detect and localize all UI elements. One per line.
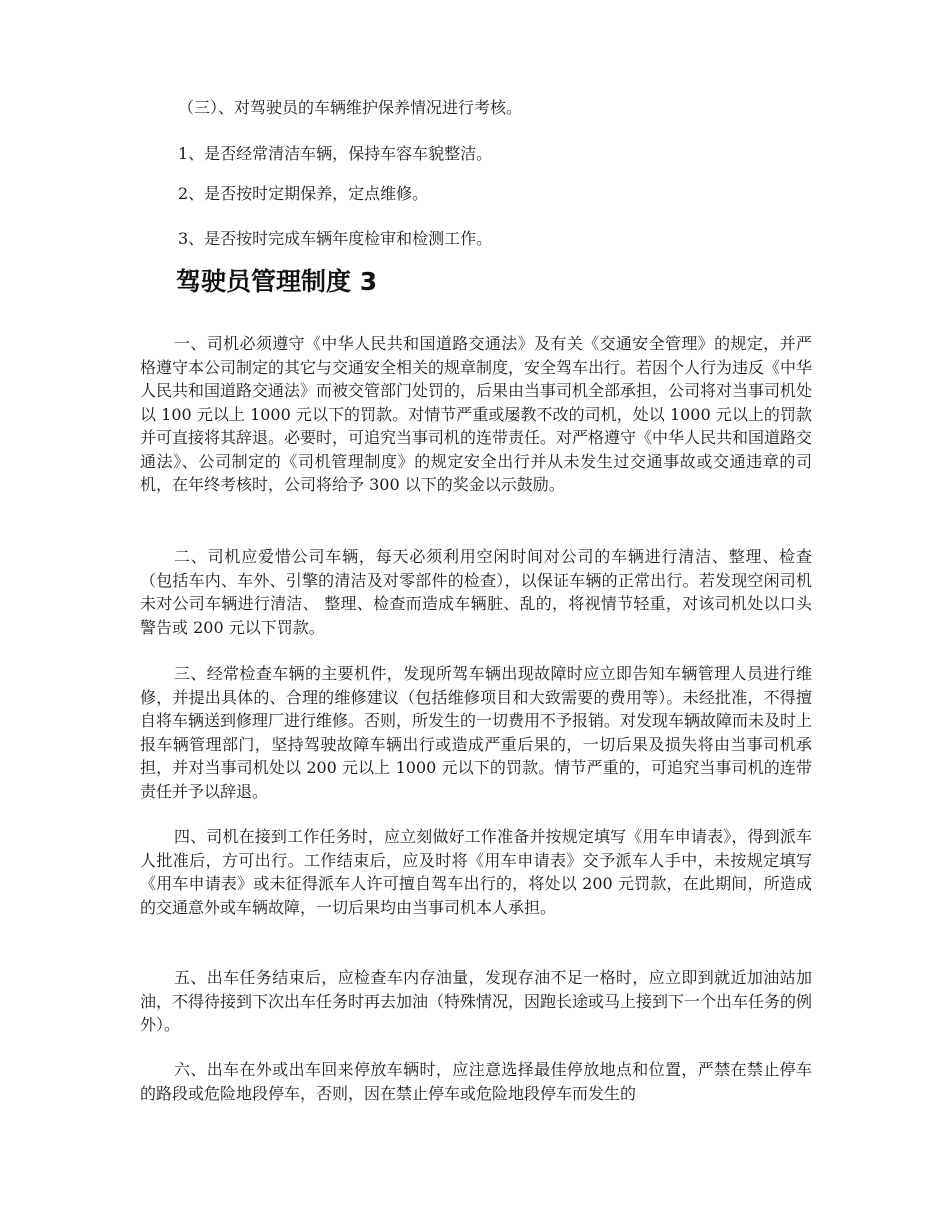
section-three-title: （三）、对驾驶员的车辆维护保养情况进行考核。	[178, 98, 523, 117]
check-item-3: 3、是否按时完成车辆年度检审和检测工作。	[178, 229, 493, 248]
check-item-1: 1、是否经常清洁车辆，保持车容车貌整洁。	[178, 144, 493, 163]
paragraph-3: 三、经常检查车辆的主要机件，发现所驾车辆出现故障时应立即告知车辆管理人员进行维修，并提出具体的、合理的维修建议（包括维修项目和大致需要的费用等）。未经批准，不得擅自将车辆送到修理厂进行维修。否则，所发生的一切费用不予报销。对发现车辆故障而未及时上报车辆管理部门，坚持驾驶故障车辆出行或造成严重后果的，一切后果及损失将由当事司机承担，并对当事司机处以 200 元以上 1000 元以下的罚款。情节严重的，可追究当事司机的连带责任并予以辞退。	[140, 664, 813, 801]
paragraph-4: 四、司机在接到工作任务时，应立刻做好工作准备并按规定填写《用车申请表》，得到派车人批准后，方可出行。工作结束后，应及时将《用车申请表》交予派车人手中，未按规定填写《用车申请表》或未征得派车人许可擅自驾车出行的，将处以 200 元罚款，在此期间，所造成的交通意外或车辆故障，一切后果均由当事司机本人承担。	[140, 827, 812, 917]
paragraph-6: 六、出车在外或出车回来停放车辆时，应注意选择最佳停放地点和位置，严禁在禁止停车的路段或危险地段停车，否则，因在禁止停车或危险地段停车而发生的	[140, 1060, 812, 1103]
paragraph-1: 一、司机必须遵守《中华人民共和国道路交通法》及有关《交通安全管理》的规定，并严格遵守本公司制定的其它与交通安全相关的规章制度，安全驾车出行。若因个人行为违反《中华人民共和国道路交通法》而被交管部门处罚的，后果由当事司机全部承担，公司将对当事司机处以 100 元以上 1000 元以下的罚款。对情节严重或屡教不改的司机，处以 1000 元以上的罚款并可直接将其辞退。必要时，可追究当事司机的连带责任。对严格遵守《中华人民共和国道路交通法》、公司制定的《司机管理制度》的规定安全出行并从未发生过交通事故或交通违章的司机，在年终考核时，公司将给予 300 以下的奖金以示鼓励。	[140, 334, 813, 494]
check-item-2: 2、是否按时定期保养，定点维修。	[178, 184, 429, 203]
section-heading: 驾驶员管理制度 3	[176, 267, 378, 296]
paragraph-2: 二、司机应爱惜公司车辆，每天必须利用空闲时间对公司的车辆进行清洁、整理、检查（包括车内、车外、引擎的清洁及对零部件的检查），以保证车辆的正常出行。若发现空闲司机未对公司车辆进行清洁、 整理、检查而造成车辆脏、乱的，将视情节轻重，对该司机处以口头警告或 200 元以下罚款。	[140, 547, 812, 637]
paragraph-5: 五、出车任务结束后，应检查车内存油量，发现存油不足一格时，应立即到就近加油站加油，不得待接到下次出车任务时再去加油（特殊情况，因跑长途或马上接到下一个出车任务的例外）。	[140, 968, 813, 1034]
